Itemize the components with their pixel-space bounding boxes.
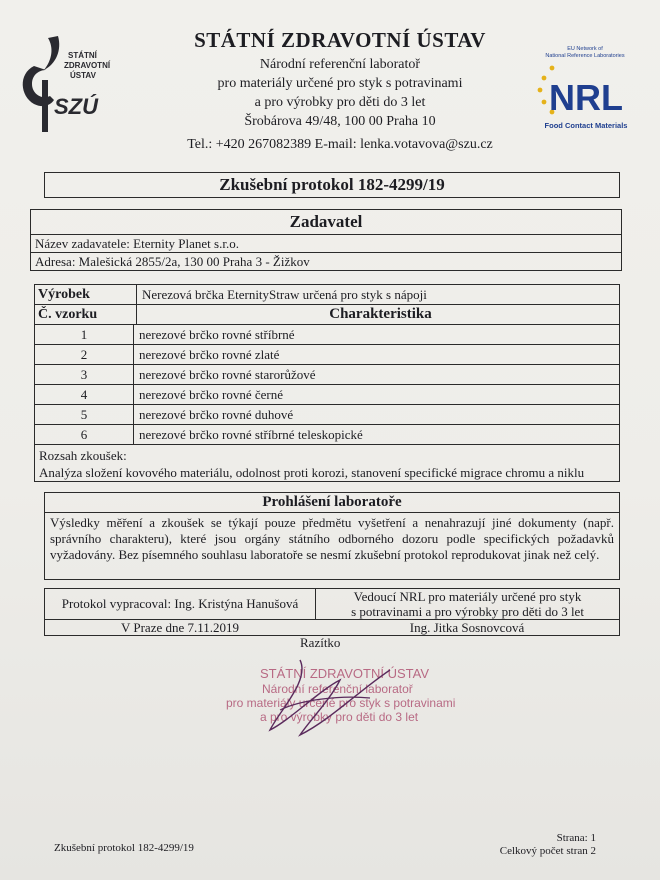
sample-description: nerezové brčko rovné černé [139, 387, 283, 402]
lab-declaration [44, 492, 620, 580]
sample-description: nerezové brčko rovné duhové [139, 407, 294, 422]
test-scope-text: Analýza složení kovového materiálu, odolnost proti korozi, stanovení specifické migrace chromu a niklu [39, 465, 585, 480]
stamp-line-1: STÁTNÍ ZDRAVOTNÍ ÚSTAV [260, 666, 430, 681]
table-row [35, 325, 619, 345]
client-address: Adresa: Malešická 2855/2a, 130 00 Praha 3 - Žižkov [35, 254, 310, 269]
product-table [34, 284, 620, 482]
header-line-4: Šrobárova 49/48, 100 00 Praha 10 [244, 114, 436, 129]
nrl-network-text: EU Network of [567, 46, 603, 52]
table-header-row [35, 305, 619, 325]
prepared-by: Protokol vypracoval: Ing. Kristýna Hanušová [45, 589, 316, 619]
logo-text-3: ÚSTAV [70, 71, 96, 80]
head-of-nrl-line-2: s potravinami a pro výrobky pro děti do 3 let [351, 604, 584, 619]
logo-text-2: ZDRAVOTNÍ [64, 61, 111, 70]
sample-description: nerezové brčko rovné zlaté [139, 347, 280, 362]
nrl-logo [530, 40, 640, 140]
head-name: Ing. Jitka Sosnovcová [409, 620, 525, 635]
characteristics-header: Charakteristika [329, 306, 432, 322]
institution-name: STÁTNÍ ZDRAVOTNÍ ÚSTAV [194, 28, 486, 52]
declaration-heading: Prohlášení laboratoře [45, 493, 619, 513]
logo-text-szu: SZÚ [54, 94, 98, 119]
stamp-line-2: Národní referenční laboratoř [262, 682, 413, 696]
footer-protocol: Zkušební protokol 182-4299/19 [54, 842, 194, 854]
head-of-nrl [316, 589, 619, 619]
signature-table [44, 588, 620, 636]
product-row [35, 285, 619, 305]
sample-number: 4 [35, 385, 134, 404]
head-of-nrl-line-1: Vedoucí NRL pro materiály určené pro styk [353, 589, 582, 604]
signature-top-row [45, 589, 619, 620]
nrl-letters: NRL [549, 77, 623, 118]
client-section [30, 209, 622, 271]
product-value: Nerezová brčka EternityStraw určená pro styk s nápoji [142, 287, 427, 302]
sample-description: nerezové brčko rovné stříbrné teleskopické [139, 427, 363, 442]
header-line-2: pro materiály určené pro styk s potravinami [217, 76, 463, 91]
protocol-title: Zkušební protokol 182-4299/19 [44, 172, 620, 198]
stamp-line-4: a pro výrobky pro děti do 3 let [260, 710, 419, 724]
header-line-1: Národní referenční laboratoř [259, 57, 421, 72]
client-name: Název zadavatele: Eternity Planet s.r.o. [31, 235, 621, 253]
test-scope-label: Rozsah zkoušek: [39, 448, 127, 463]
handwritten-signature [240, 650, 420, 740]
sample-no-header: Č. vzorku [35, 305, 137, 324]
table-row [35, 385, 619, 405]
table-row [35, 405, 619, 425]
sample-number: 5 [35, 405, 134, 424]
nrl-network-text-2: National Reference Laboratories [545, 53, 625, 59]
table-row [35, 365, 619, 385]
stamp-label: Razítko [300, 635, 341, 650]
sample-number: 6 [35, 425, 134, 444]
table-row [35, 425, 619, 445]
product-label: Výrobek [35, 285, 137, 304]
sample-number: 2 [35, 345, 134, 364]
table-row [35, 345, 619, 365]
sample-description: nerezové brčko rovné stříbrné [139, 327, 295, 342]
szu-logo [16, 30, 126, 140]
signature-bottom-row [45, 620, 619, 635]
stamp-line-3: pro materiály určené pro styk s potravinami [226, 696, 456, 710]
sample-number: 1 [35, 325, 134, 344]
header-line-3: a pro výrobky pro děti do 3 let [254, 95, 426, 110]
place-date: V Praze dne 7.11.2019 [120, 620, 240, 635]
test-scope [35, 445, 619, 483]
footer-total-pages: Celkový počet stran 2 [499, 845, 596, 857]
client-heading: Zadavatel [31, 210, 621, 235]
logo-text-1: STÁTNÍ [68, 51, 97, 60]
institution-header [150, 28, 530, 131]
sample-description: nerezové brčko rovné starorůžové [139, 367, 316, 382]
footer-page: Strana: 1 [556, 832, 596, 844]
sample-number: 3 [35, 365, 134, 384]
contact-line: Tel.: +420 267082389 E-mail: lenka.votavova@szu.cz [187, 137, 493, 152]
nrl-caption: Food Contact Materials [544, 121, 628, 130]
declaration-text: Výsledky měření a zkoušek se týkají pouze předmětu vyšetření a nenahrazují jiné dokumenty (např. správního charakteru), které jsou orgány státního odborného dozoru podle specifických požadavků vyžadovány. Bez písemného souhlasu laboratoře se nesmí zkušební protokol reprodukovat jinak než celý. [50, 515, 614, 562]
